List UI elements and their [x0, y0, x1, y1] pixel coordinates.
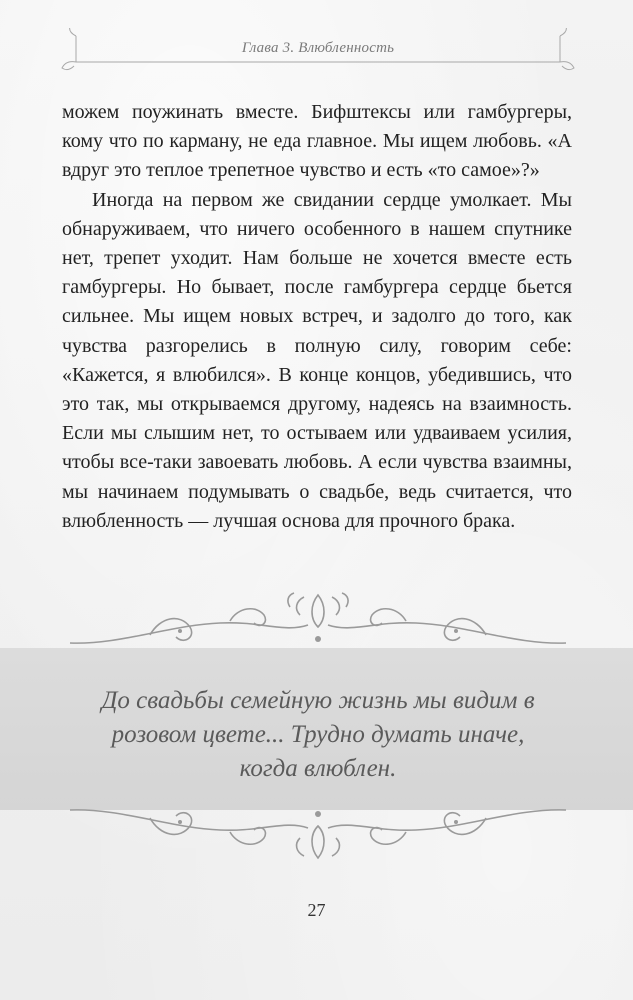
running-title: Глава 3. Влюбленность: [241, 40, 395, 56]
running-header: [58, 28, 578, 74]
top-flourish-ornament: [60, 585, 576, 655]
paragraph-1: можем поужинать вместе. Бифштексы или гамбургеры, кому что по карману, не еда главное. Мы ищем любовь. «А вдруг это теплое трепетное чувство и есть «то самое»?»: [62, 101, 572, 182]
paragraph-2: Иногда на первом же свидании сердце умолкает. Мы обнаруживаем, что ничего особенного в нашем спутнике нет, трепет уходит. Нам больше не хочется вместе есть гамбургеры. Но бывает, после гамбургера сердце бьется сильнее. Мы ищем новых встреч, и задолго до того, как чувства разгорелись в полную силу, говорим себе: «Кажется, я влюбился». В конце концов, убедившись, что это так, мы открываемся другому, надеясь на взаимность. Если мы слышим нет, то остываем или удваиваем усилия, чтобы все-таки завоевать любовь. А если чувства взаимны, мы начинаем подумывать о свадьбе, ведь считается, что влюбленность — лучшая основа для прочного брака.: [62, 188, 572, 532]
body-text: [62, 98, 572, 536]
page-number: 27: [307, 900, 326, 920]
pull-quote: До свадьбы семейную жизнь мы видим в розовом цвете... Трудно думать иначе, когда влюблен.: [101, 687, 535, 782]
bottom-flourish-ornament: [60, 798, 576, 868]
